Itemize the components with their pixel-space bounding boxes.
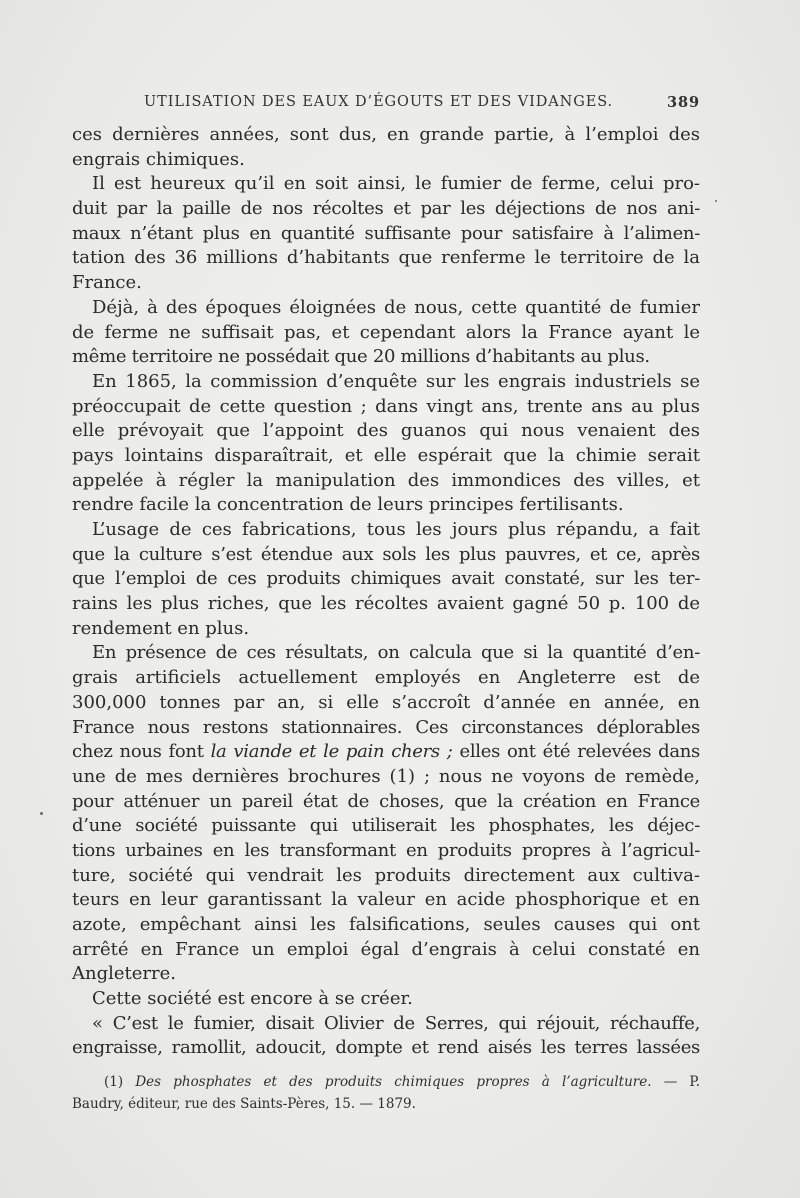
text-line: « C’est le fumier, disait Olivier de Serres, qui réjouit, réchauffe, (92, 1012, 700, 1034)
text-line: En 1865, la commission d’enquête sur les engrais industriels se (92, 370, 700, 392)
text-line: de ferme ne suffisait pas, et cependant alors la France ayant le (72, 321, 700, 343)
footnote-marker: (1) (104, 1074, 124, 1090)
text-line: appelée à régler la manipulation des immondices des villes, et (72, 469, 700, 491)
footnote-line (72, 1071, 700, 1093)
text-line: Angleterre. (72, 963, 176, 985)
print-speck (40, 812, 43, 815)
text-line: ture, société qui vendrait les produits directement aux cultiva- (72, 864, 700, 886)
text-run: chez nous font (72, 741, 211, 763)
text-line: L’usage de ces fabrications, tous les jours plus répandu, a fait (92, 519, 700, 540)
text-line: que l’emploi de ces produits chimiques avait constaté, sur les ter- (72, 568, 700, 590)
page-number: 389 (667, 94, 700, 111)
footnote (72, 1071, 700, 1115)
text-line: 300,000 tonnes par an, si elle s’accroît d’année en année, en (72, 691, 700, 713)
text-line: engraisse, ramollit, adoucit, dompte et rend aisés les terres lassées (72, 1037, 700, 1059)
text-line: engrais chimiques. (72, 148, 245, 170)
text-line: Il est heureux qu’il en soit ainsi, le fumier de ferme, celui pro- (92, 173, 700, 195)
running-title: UTILISATION DES EAUX D’ÉGOUTS ET DES VIDANGES. (144, 94, 614, 110)
text-line: tions urbaines en les transformant en produits propres à l’agricul- (72, 839, 700, 861)
running-header (72, 94, 700, 116)
text-line: rendre facile la concentration de leurs principes fertilisants. (72, 494, 624, 516)
text-line: En présence de ces résultats, on calcula que si la quantité d’en- (92, 642, 700, 664)
text-line: ces dernières années, sont dus, en grande partie, à l’emploi des (72, 124, 700, 145)
text-line: arrêté en France un emploi égal d’engrais à celui constaté en (72, 938, 700, 960)
text-line: elle prévoyait que l’appoint des guanos qui nous venaient des (72, 420, 700, 442)
text-line: Déjà, à des époques éloignées de nous, cette quantité de fumier (92, 296, 700, 318)
italic-title: la viande et le pain chers ; (210, 741, 453, 763)
text-line (72, 740, 700, 765)
footnote-text: — P. (651, 1074, 701, 1090)
text-line: France nous restons stationnaires. Ces circonstances déplorables (72, 716, 700, 738)
text-line: que la culture s’est étendue aux sols les plus pauvres, et ce, après (72, 543, 700, 565)
text-line: rendement en plus. (72, 617, 250, 639)
text-line: d’une société puissante qui utiliserait les phosphates, les déjec- (72, 815, 700, 837)
text-line: tation des 36 millions d’habitants que renferme le territoire de la (72, 247, 700, 269)
footnote-line: Baudry, éditeur, rue des Saints-Pères, 15. — 1879. (72, 1096, 416, 1112)
text-line: azote, empêchant ainsi les falsifications, seules causes qui ont (72, 914, 700, 935)
text-line: France. (72, 272, 142, 294)
text-line: une de mes dernières brochures (1) ; nous ne voyons de remède, (72, 765, 700, 787)
text-line: pays lointains disparaîtrait, et elle espérait que la chimie serait (72, 444, 700, 466)
text-line: même territoire ne possédait que 20 millions d’habitants au plus. (72, 346, 650, 368)
text-line: grais artificiels actuellement employés en Angleterre est de (72, 667, 700, 689)
text-run: elles ont été relevées dans (452, 741, 700, 763)
text-line: teurs en leur garantissant la valeur en acide phosphorique et en (72, 889, 700, 911)
text-line: maux n’étant plus en quantité suffisante pour satisfaire à l’alimen- (72, 222, 700, 244)
text-line: préoccupait de cette question ; dans vingt ans, trente ans au plus (72, 395, 700, 417)
text-line: pour atténuer un pareil état de choses, que la création en France (72, 790, 700, 812)
text-line: duit par la paille de nos récoltes et par les déjections de nos ani- (72, 198, 700, 220)
text-line: rains les plus riches, que les récoltes avaient gagné 50 p. 100 de (72, 593, 700, 615)
main-text (72, 123, 700, 1061)
text-line: Cette société est encore à se créer. (92, 988, 413, 1010)
footnote-title: Des phosphates et des produits chimiques propres à l’agriculture. (135, 1074, 652, 1090)
print-speck (715, 200, 717, 202)
